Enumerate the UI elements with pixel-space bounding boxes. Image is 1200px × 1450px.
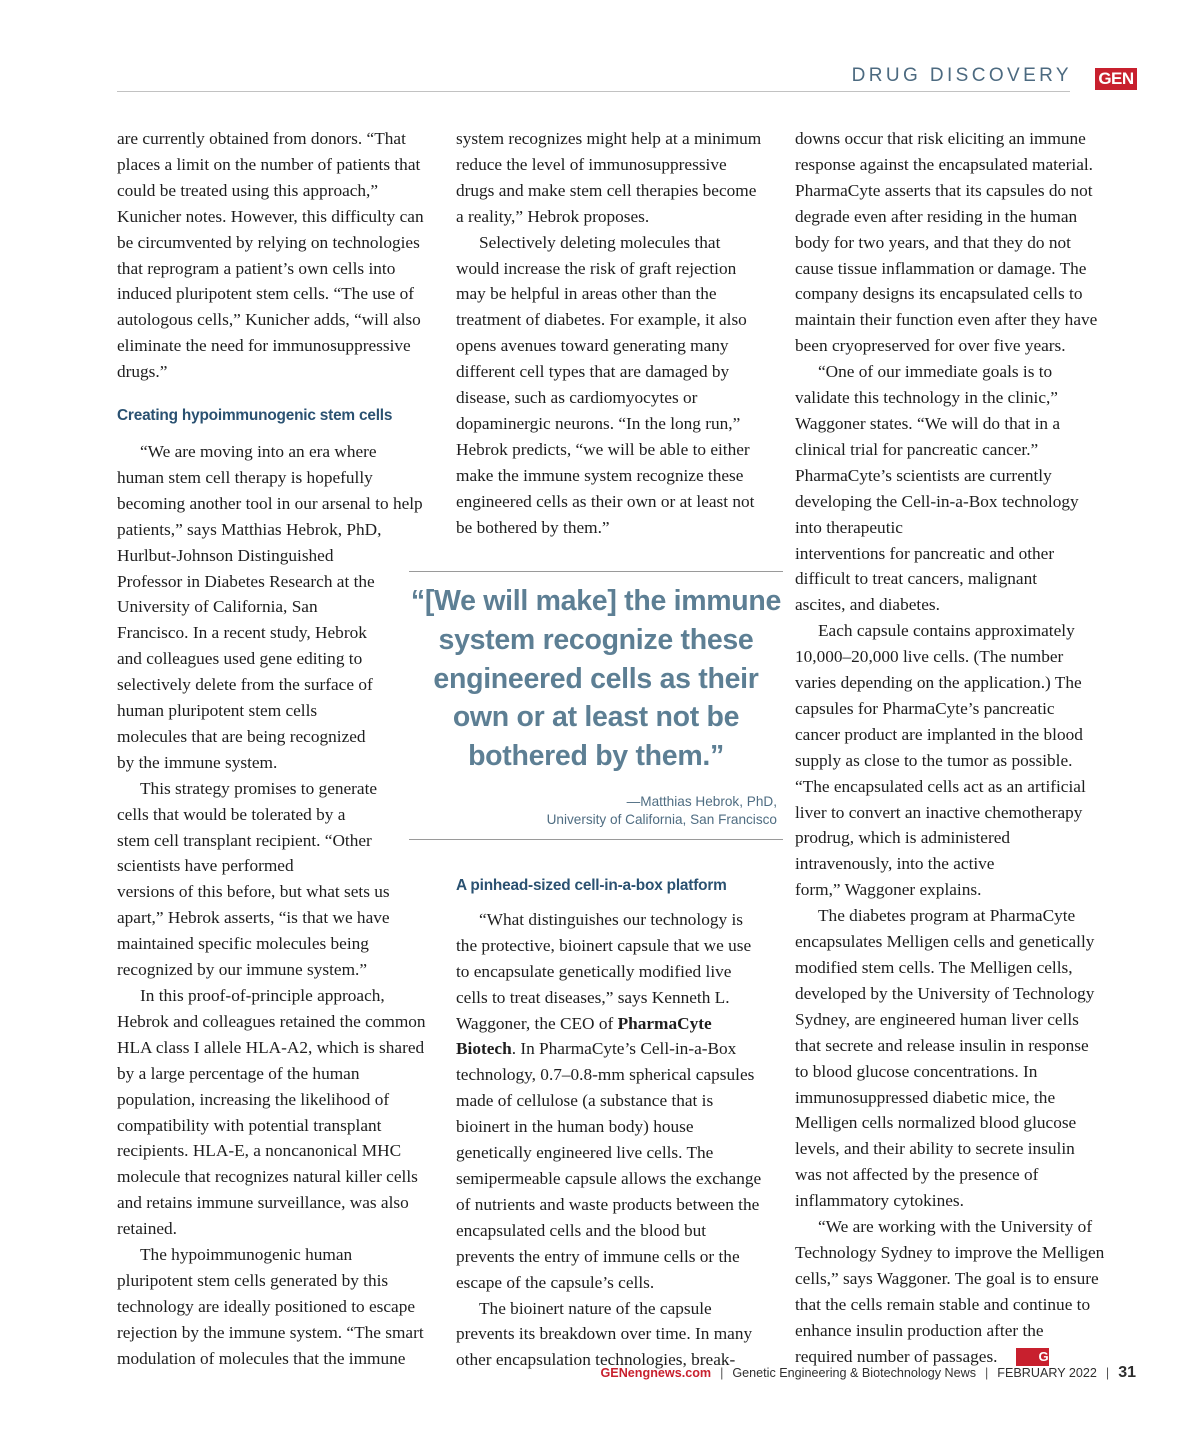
paragraph-text: “What distinguishes our technology is the protective, bioinert capsule that we use to encapsulate genetically modified live cells to treat diseases,” says Kenneth L. Waggoner, the CEO of <box>456 909 752 1033</box>
paragraph <box>456 907 766 1296</box>
article-column-3 <box>795 126 1105 1370</box>
paragraph: system recognizes might help at a minimum reduce the level of immunosuppressive drugs and make stem cell therapies become a reality,” Hebrok proposes. <box>456 129 762 226</box>
paragraph: “One of our immediate goals is to validate this technology in the clinic,” Waggoner states. “We will do that in a clinical trial for pancreatic cancer.” PharmaCyte’s scientists are currently developing the Cell-in-a-Box technology into therapeutic <box>795 362 1079 537</box>
paragraph <box>795 1214 1105 1369</box>
paragraph: interventions for pancreatic and other difficult to treat cancers, malignant ascites, and diabetes. <box>795 543 1055 615</box>
gen-end-logo: GEN <box>1016 1348 1049 1366</box>
attribution-affiliation: University of California, San Francisco <box>546 812 777 827</box>
paragraph: are currently obtained from donors. “That places a limit on the number of patients that could be treated using this approach,” Kunicher notes. However, this difficulty can be circumvented by relying on technologies that reprogram a patient’s own cells into induced pluripotent stem cells. “The use of autologous cells,” Kunicher adds, “will also eliminate the need for immunosuppressive drugs.” <box>117 129 424 382</box>
paragraph: In this proof-of-principle approach, Hebrok and colleagues retained the common HLA class I allele HLA-A2, which is shared by a large percentage of the human population, increasing the likelihood of compatibility with potential transplant recipients. HLA-E, a noncanonical MHC molecule that recognizes natural killer cells and retains immune surveillance, was also retained. <box>117 986 426 1239</box>
paragraph-text: “We are working with the University of Technology Sydney to improve the Melligen cells,” says Waggoner. The goal is to ensure that the cells remain stable and continue to enhance insulin production after the required number of passages. <box>795 1217 1105 1366</box>
attribution-name: —Matthias Hebrok, PhD, <box>626 794 777 809</box>
company-name: PharmaCyte Biotech <box>456 1013 712 1059</box>
paragraph: The diabetes program at PharmaCyte encapsulates Melligen cells and genetically modified stem cells. The Melligen cells, developed by the University of Technology Sydney, are engineered human liver cells that secrete and release insulin in response to blood glucose concentrations. In immunosuppressed diabetic mice, the Melligen cells normalized blood glucose levels, and their ability to secrete insulin was not affected by the presence of inflammatory cytokines. <box>795 906 1095 1211</box>
paragraph: Hurlbut-Johnson Distinguished Professor in Diabetes Research at the University of California, San Francisco. In a recent study, Hebrok and colleagues used gene editing to selectively delete from the surface of human pluripotent stem cells molecules that are being recognized by the immune system. <box>117 545 375 772</box>
paragraph: This strategy promises to generate cells that would be tolerated by a stem cell transplant recipient. “Other scientists have performed <box>117 778 378 876</box>
paragraph-text: . In PharmaCyte’s Cell-in-a-Box technology, 0.7–0.8-mm spherical capsules made of cellulose (a substance that is bioinert in the human body) house genetically engineered live cells. The semipermeable capsule allows the exchange of nutrients and waste products between the encapsulated cells and the blood but prevents the entry of immune cells or the escape of the capsule’s cells. <box>456 1039 762 1292</box>
pullquote-bottom-rule <box>409 839 783 840</box>
header-rule <box>117 91 1070 92</box>
footer-issue: FEBRUARY 2022 <box>997 1366 1097 1380</box>
page-number: 31 <box>1118 1364 1136 1381</box>
paragraph: “We are moving into an era where human stem cell therapy is hopefully becoming another tool in our arsenal to help patients,” says Matthias Hebrok, PhD, <box>117 441 423 539</box>
article-column-1 <box>117 126 427 1372</box>
paragraph: The bioinert nature of the capsule prevents its breakdown over time. In many other encapsulation technologies, break- <box>456 1298 753 1370</box>
paragraph: Selectively deleting molecules that would increase the risk of graft rejection may be helpful in areas other than the treatment of diabetes. For example, it also opens avenues toward generating many different cell types that are damaged by disease, such as cardiomyocytes or dopaminergic neurons. “In the long run,” Hebrok predicts, “we will be able to either make the immune system recognize these engineered cells as their own or at least not be bothered by them.” <box>456 232 755 537</box>
paragraph: form,” Waggoner explains. <box>795 880 982 900</box>
paragraph: Each capsule contains approximately 10,000–20,000 live cells. (The number varies depending on the application.) The capsules for PharmaCyte’s pancreatic cancer product are implanted in the blood supply as close to the tumor as possible. “The encapsulated cells act as an artificial liver to convert an inactive chemotherapy prodrug, which is administered intravenously, into the active <box>795 621 1086 874</box>
footer-website: GENengnews.com <box>600 1366 712 1380</box>
pull-quote: “[We will make] the immune system recognize these engineered cells as their own or at least not be bothered by them.” <box>410 585 782 773</box>
paragraph: The hypoimmunogenic human pluripotent stem cells generated by this technology are ideally positioned to escape rejection by the immune system. “The smart modulation of molecules that the immune <box>117 1245 424 1368</box>
section-label: DRUG DISCOVERY <box>851 65 1072 86</box>
footer-publication: Genetic Engineering & Biotechnology News <box>732 1366 976 1380</box>
article-column-2 <box>456 126 766 541</box>
article-column-2-lower <box>456 873 766 1373</box>
pullquote-top-rule <box>409 571 783 572</box>
subheading: A pinhead-sized cell-in-a-box platform <box>456 877 727 894</box>
subheading: Creating hypoimmunogenic stem cells <box>117 407 393 425</box>
page-footer: GENengnews.com | Genetic Engineering & Biotechnology News | FEBRUARY 2022 | 31 <box>600 1364 1136 1381</box>
paragraph: versions of this before, but what sets us apart,” Hebrok asserts, “is that we have maintained specific molecules being recognized by our immune system.” <box>117 882 390 980</box>
paragraph: downs occur that risk eliciting an immune response against the encapsulated material. PharmaCyte asserts that its capsules do not degrade even after residing in the human body for two years, and that they do not cause tissue inflammation or damage. The company designs its encapsulated cells to maintain their function even after they have been cryopreserved for over five years. <box>795 129 1098 356</box>
gen-logo: GEN <box>1095 68 1137 90</box>
pull-quote-attribution <box>547 793 777 829</box>
